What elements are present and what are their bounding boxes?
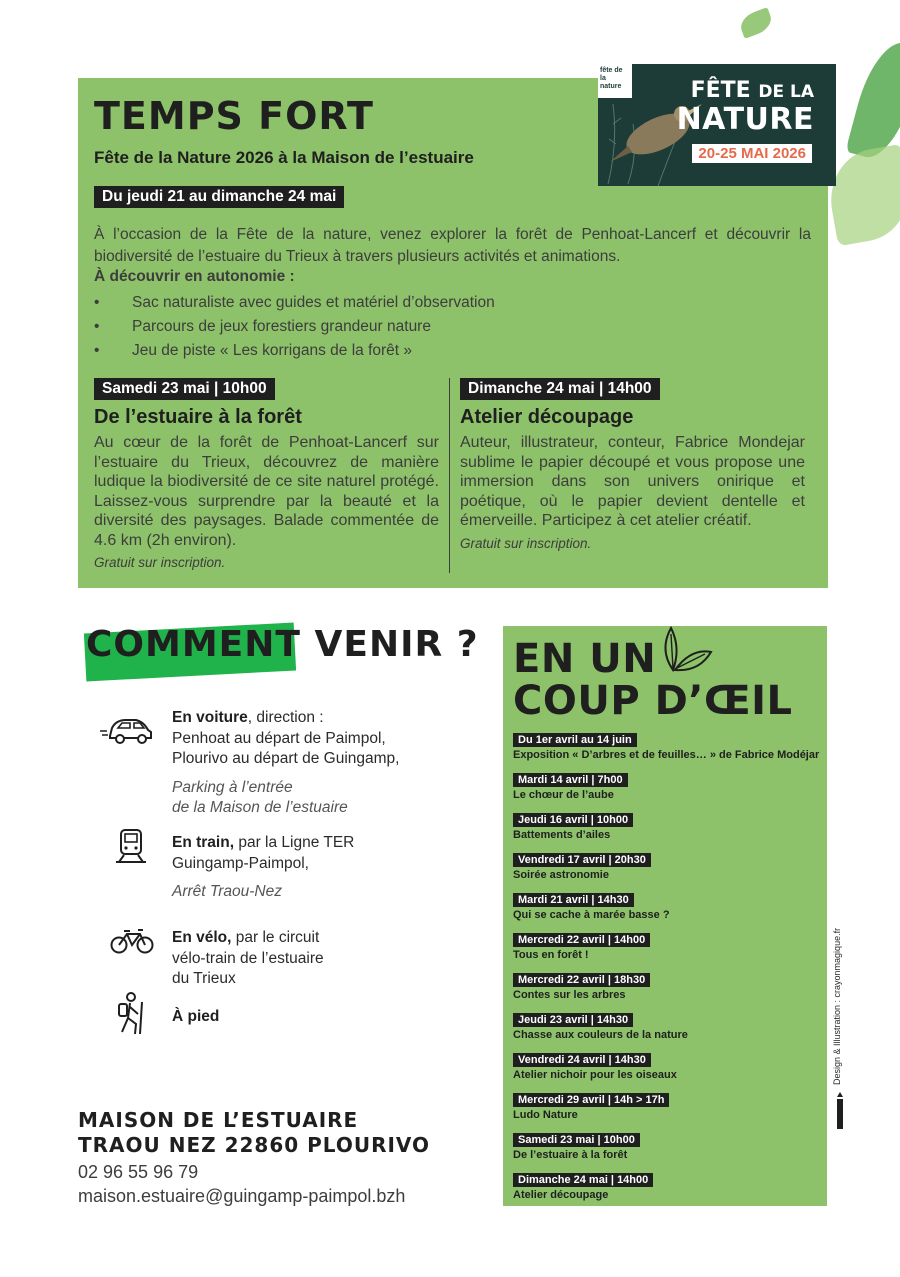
badge-title-nature: NATURE [676,102,814,137]
agenda-date-tag: Dimanche 24 mai | 14h00 [513,1173,653,1187]
access-mode: En vélo, [172,929,232,946]
temps-fort-dates: Du jeudi 21 au dimanche 24 mai [94,186,344,208]
agenda-event-name: Tous en forêt ! [513,949,589,961]
agenda-date-tag: Mercredi 22 avril | 14h00 [513,933,650,947]
title-line: COUP D’ŒIL [513,678,793,724]
logo-text: nature [600,83,622,90]
access-train [172,833,354,903]
event-saturday [94,378,439,570]
agenda-date-tag: Mardi 14 avril | 7h00 [513,773,628,787]
divider [449,378,450,573]
agenda-event-name: Chasse aux couleurs de la nature [513,1029,688,1041]
agenda-date-tag: Vendredi 24 avril | 14h30 [513,1053,651,1067]
temps-fort-subtitle: Fête de la Nature 2026 à la Maison de l’estuaire [94,148,474,167]
autonomy-list [94,291,495,363]
comment-venir-title [86,624,479,665]
access-bike [172,928,324,990]
access-text: Guingamp-Paimpol, [172,854,309,872]
access-car [172,708,399,819]
train-icon [113,828,149,864]
event-description: Auteur, illustrateur, conteur, Fabrice Mondejar sublime le papier découpé et vous propose une immersion dans son univers onirique et poétique, où le papier devient dentelle et émerveille. Participez à cet atelier créatif. [460,434,805,529]
fete-nature-badge [598,64,836,186]
agenda-date-tag: Jeudi 16 avril | 10h00 [513,813,633,827]
pencil-icon [836,1092,844,1132]
agenda-event-name: Battements d’ailes [513,829,611,841]
badge-title-part: FÊTE [690,78,751,103]
event-title: De l’estuaire à la forêt [94,406,302,428]
access-foot [172,1007,219,1028]
list-item: • Sac naturaliste avec guides et matériel d’observation [94,291,495,315]
list-item [513,770,823,803]
list-item [513,730,823,763]
access-text: Penhoat au départ de Paimpol, [172,729,386,747]
agenda-event-name: Atelier nichoir pour les oiseaux [513,1069,677,1081]
badge-title-part: DE LA [758,82,814,102]
autonomy-label: À découvrir en autonomie : [94,268,295,285]
list-item [513,1130,823,1163]
car-icon [98,714,154,746]
badge-dates: 20-25 MAI 2026 [692,144,812,163]
access-note: Parking à l’entrée [172,778,293,796]
title-part: VENIR ? [300,624,479,665]
address-line: MAISON DE L’ESTUAIRE [78,1108,359,1132]
list-item [513,1010,823,1043]
access-text: par le circuit [231,929,320,946]
access-text: du Trieux [172,970,236,987]
agenda-event-name: Le chœur de l’aube [513,789,614,801]
agenda-event-name: Contes sur les arbres [513,989,626,1001]
agenda-event-name: Exposition « D’arbres et de feuilles… » de Fabrice Modéjar [513,749,820,761]
coup-doeil-section [503,626,827,1206]
coup-doeil-title [513,638,793,722]
event-title: Atelier découpage [460,406,634,428]
list-item [513,1090,823,1123]
bike-icon [110,925,154,955]
agenda-date-tag: Samedi 23 mai | 10h00 [513,1133,640,1147]
agenda-date-tag: Du 1er avril au 14 juin [513,733,637,747]
list-item [513,850,823,883]
title-part: COMMENT [86,624,301,665]
fete-nature-logo [598,64,632,98]
access-text: par la Ligne TER [234,834,355,851]
email-address[interactable]: maison.estuaire@guingamp-paimpol.bzh [78,1186,406,1206]
temps-fort-intro: À l’occasion de la Fête de la nature, venez explorer la forêt de Penhoat-Lancerf et découvrir la biodiversité de l’estuaire du Trieux à travers plusieurs activités et animations. [94,226,811,265]
agenda-event-name: Atelier découpage [513,1189,609,1201]
agenda-date-tag: Mardi 21 avril | 14h30 [513,893,634,907]
hiker-icon [114,992,150,1036]
access-mode: En train, [172,834,235,851]
agenda-event-name: Ludo Nature [513,1109,578,1121]
access-text: Plourivo au départ de Guingamp, [172,750,400,767]
agenda-date-tag: Jeudi 23 avril | 14h30 [513,1013,633,1027]
address [78,1108,430,1158]
access-mode: À pied [172,1008,220,1025]
design-credit: Design & Illustration : crayonmagique.fr [832,927,842,1085]
access-text: vélo-train de l’estuaire [172,949,324,967]
contact-info [78,1160,405,1208]
agenda-event-name: Qui se cache à marée basse ? [513,909,670,921]
agenda-date-tag: Vendredi 17 avril | 20h30 [513,853,651,867]
agenda-event-name: De l’estuaire à la forêt [513,1149,628,1161]
event-note: Gratuit sur inscription. [94,555,226,570]
event-date-tag: Samedi 23 mai | 10h00 [94,378,275,400]
phone-number[interactable]: 02 96 55 96 79 [78,1162,199,1182]
list-item [513,810,823,843]
agenda-event-name: Soirée astronomie [513,869,609,881]
badge-title [691,78,814,103]
agenda-date-tag: Mercredi 29 avril | 14h > 17h [513,1093,669,1107]
access-note: Arrêt Traou-Nez [172,883,282,900]
list-item [513,970,823,1003]
event-date-tag: Dimanche 24 mai | 14h00 [460,378,660,400]
list-item: • Parcours de jeux forestiers grandeur nature [94,315,495,339]
list-item [513,1050,823,1083]
list-item [513,890,823,923]
agenda-list [513,730,823,1210]
event-description: Au cœur de la forêt de Penhoat-Lancerf sur l’estuaire du Trieux, découvrez de manière ludique la biodiversité de ce site naturel protégé. Laissez-vous surprendre par la beauté et la diversité des paysages. Balade commentée de 4.6 km (2h environ). [94,434,439,549]
event-sunday [460,378,805,551]
agenda-date-tag: Mercredi 22 avril | 18h30 [513,973,650,987]
logo-text: fête de la [600,67,623,82]
access-mode: En voiture [172,709,248,726]
event-note: Gratuit sur inscription. [460,535,592,551]
access-note: de la Maison de l’estuaire [172,799,348,816]
list-item: • Jeu de piste « Les korrigans de la forêt » [94,339,495,363]
access-text: , direction : [247,709,324,726]
title-line: EN UN [513,636,657,682]
list-item [513,930,823,963]
temps-fort-title: TEMPS FORT [94,94,374,138]
leaf-decoration [737,7,775,39]
list-item [513,1170,823,1203]
address-line: TRAOU NEZ 22860 PLOURIVO [78,1133,431,1157]
